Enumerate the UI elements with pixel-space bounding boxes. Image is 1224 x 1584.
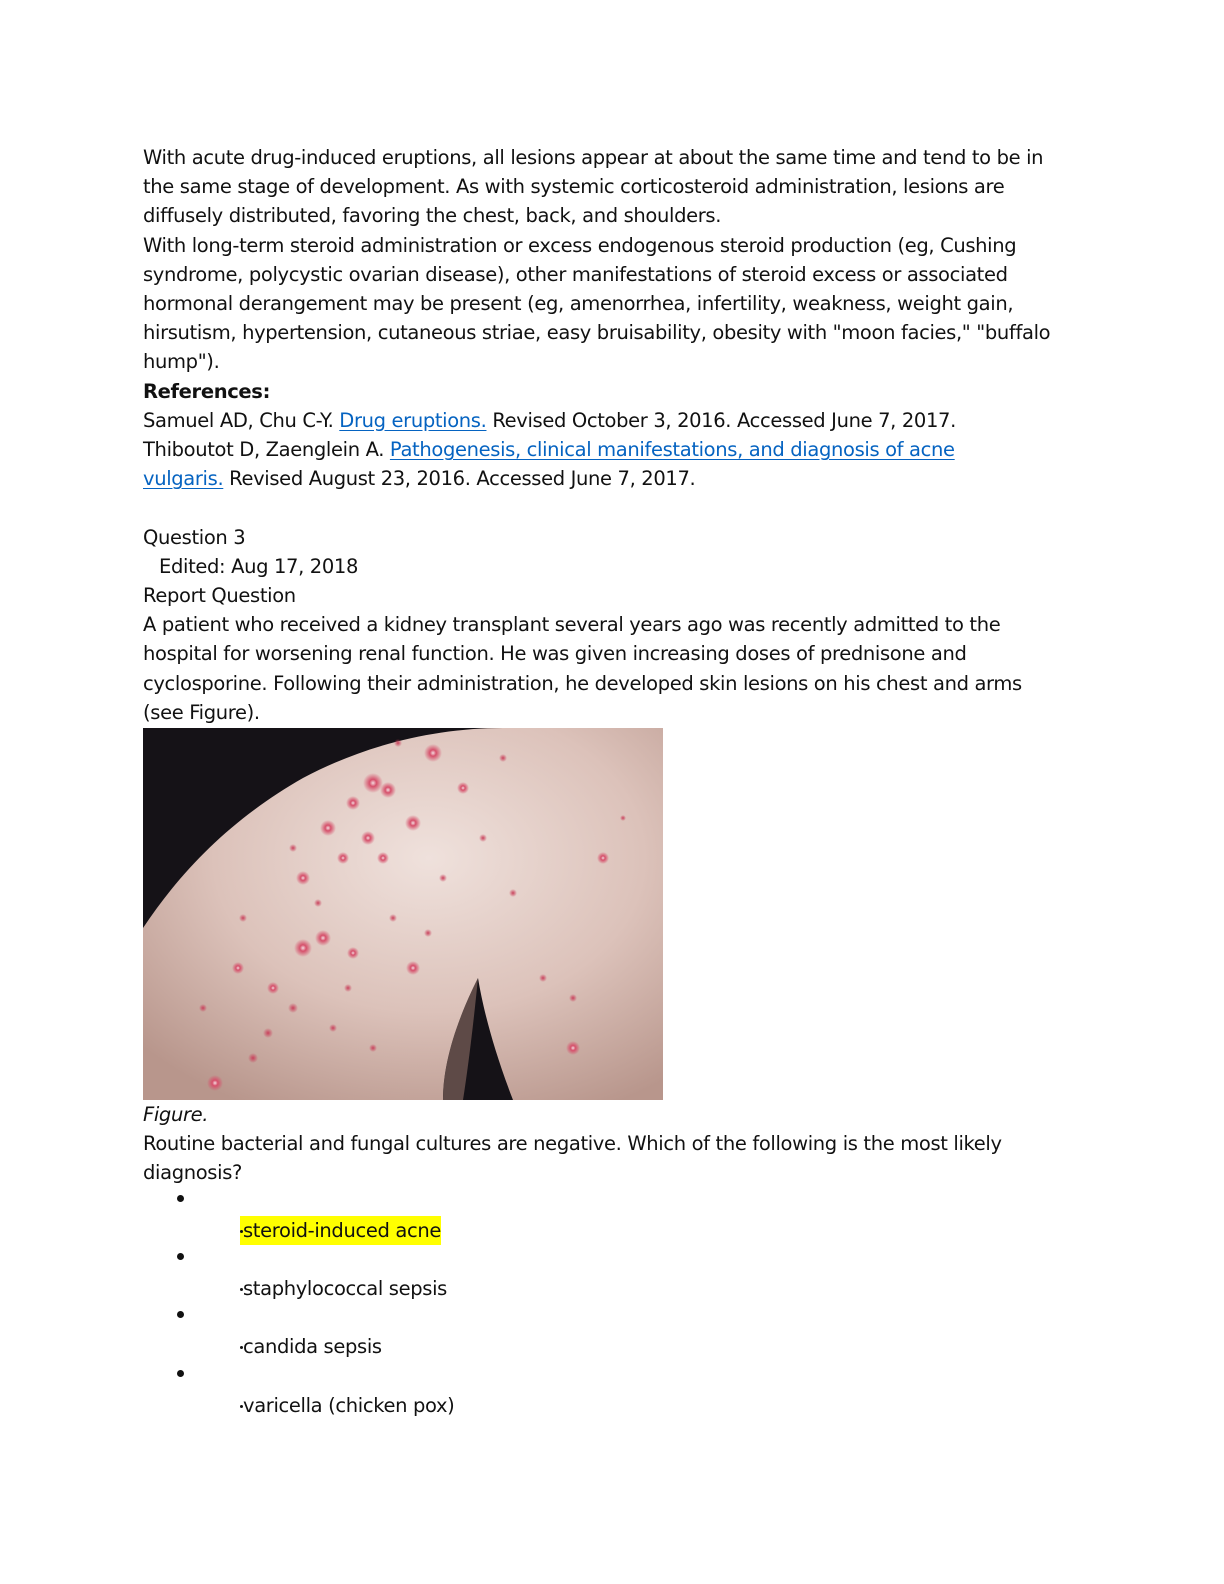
reference-1-authors: Samuel AD, Chu C-Y. bbox=[143, 408, 340, 432]
references-heading: References: bbox=[143, 379, 271, 403]
text-line: With long-term steroid administration or excess endogenous steroid production (eg, Cushing bbox=[143, 233, 1017, 257]
bullet-icon bbox=[177, 1253, 184, 1260]
text-line: hump"). bbox=[143, 350, 220, 374]
answer-choice-text: varicella (chicken pox) bbox=[240, 1391, 454, 1420]
text-line: With acute drug-induced eruptions, all lesions appear at about the same time and tend to be in bbox=[143, 146, 1044, 169]
question-edited-date: Edited: Aug 17, 2018 bbox=[159, 554, 359, 578]
text-line: hormonal derangement may be present (eg, amenorrhea, infertility, weakness, weight gain, bbox=[143, 292, 1014, 316]
question-title: Question 3 bbox=[143, 525, 246, 549]
answer-choice-text: candida sepsis bbox=[240, 1332, 382, 1361]
text-line: hirsutism, hypertension, cutaneous striae, easy bruisability, obesity with "moon facies," "buffalo bbox=[143, 321, 1051, 345]
text-line: A patient who received a kidney transplant several years ago was recently admitted to the bbox=[143, 613, 1001, 637]
text-line: diagnosis? bbox=[143, 1161, 242, 1185]
text-line: hospital for worsening renal function. He was given increasing doses of prednisone and bbox=[143, 642, 967, 666]
reference-2-link[interactable]: Pathogenesis, clinical manifestations, and diagnosis of acne bbox=[389, 438, 955, 462]
question-stem bbox=[143, 610, 1083, 727]
bullet-icon bbox=[177, 1311, 184, 1318]
document-body bbox=[143, 143, 1083, 1422]
answer-choice[interactable] bbox=[143, 1305, 1083, 1363]
text-line: (see Figure). bbox=[143, 700, 260, 724]
text-line: Routine bacterial and fungal cultures are negative. Which of the following is the most likely bbox=[143, 1132, 1002, 1156]
answer-choice[interactable] bbox=[143, 1247, 1083, 1305]
reference-1 bbox=[143, 406, 1083, 435]
bullet-icon bbox=[177, 1370, 184, 1377]
text-line: syndrome, polycystic ovarian disease), other manifestations of steroid excess or associated bbox=[143, 262, 1008, 286]
answer-choice-text: steroid-induced acne bbox=[240, 1216, 441, 1245]
spacer bbox=[143, 493, 1083, 522]
reference-2 bbox=[143, 435, 1083, 464]
text-line: the same stage of development. As with systemic corticosteroid administration, lesions are bbox=[143, 175, 1005, 199]
reference-2-authors: Thiboutot D, Zaenglein A. bbox=[143, 438, 390, 462]
answer-choices bbox=[143, 1189, 1083, 1423]
reference-1-dates: Revised October 3, 2016. Accessed June 7, 2017. bbox=[486, 408, 956, 432]
question-prompt bbox=[143, 1129, 1083, 1187]
bullet-icon bbox=[177, 1195, 184, 1202]
answer-choice[interactable] bbox=[143, 1189, 1083, 1247]
report-question-link[interactable]: Report Question bbox=[143, 584, 296, 608]
reference-2-link-cont[interactable]: vulgaris. bbox=[143, 467, 224, 491]
answer-choice-text: staphylococcal sepsis bbox=[240, 1274, 447, 1303]
text-line: cyclosporine. Following their administration, he developed skin lesions on his chest and arms bbox=[143, 671, 1022, 695]
paragraph-drug-eruptions bbox=[143, 143, 1083, 231]
answer-choice[interactable] bbox=[143, 1364, 1083, 1422]
reference-1-link[interactable]: Drug eruptions. bbox=[339, 408, 487, 432]
text-line: diffusely distributed, favoring the chest, back, and shoulders. bbox=[143, 204, 722, 228]
paragraph-steroid-excess bbox=[143, 231, 1083, 377]
reference-2-cont bbox=[143, 464, 1083, 493]
figure-caption: Figure. bbox=[143, 1103, 209, 1127]
skin-lesions-figure bbox=[143, 728, 663, 1100]
reference-2-dates: Revised August 23, 2016. Accessed June 7, 2017. bbox=[223, 467, 696, 491]
